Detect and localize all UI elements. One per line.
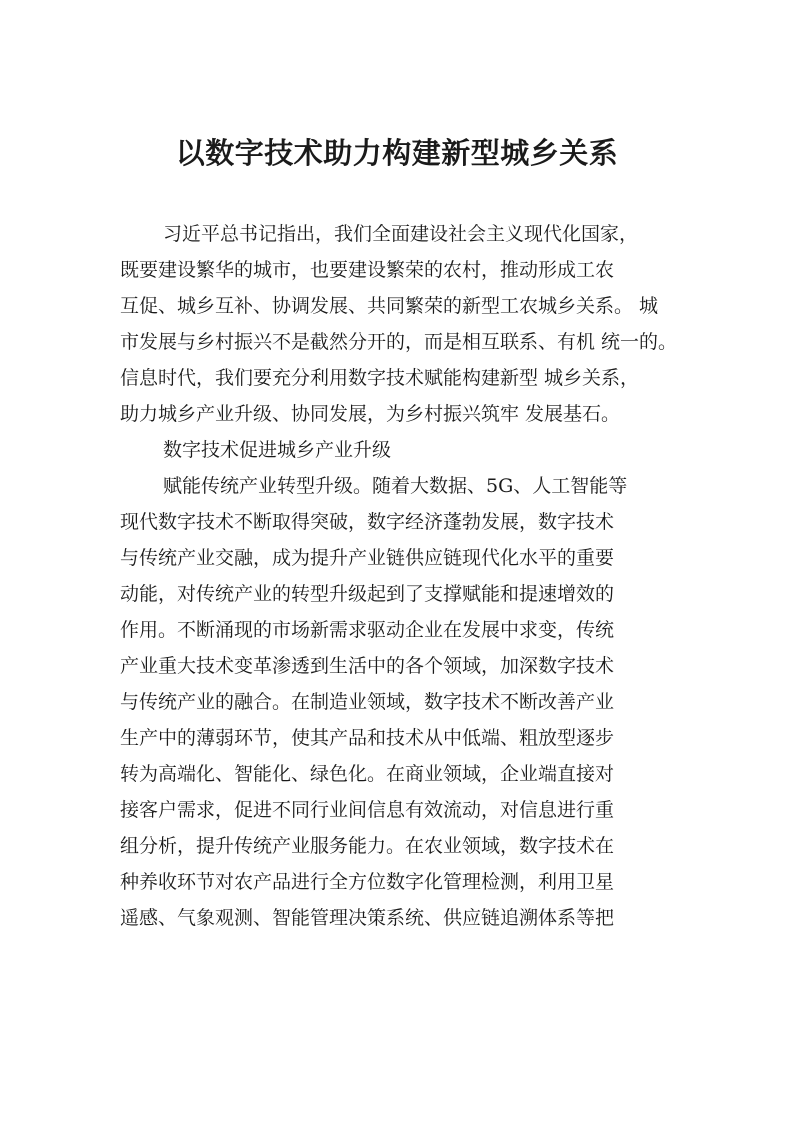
paragraph-line: 动能，对传统产业的转型升级起到了支撑赋能和提速增效的 <box>120 583 615 605</box>
document-body <box>120 216 720 936</box>
paragraph-line: 既要建设繁华的城市，也要建设繁荣的农村，推动形成工农 <box>120 259 615 281</box>
document-title: 以数字技术助力构建新型城乡关系 <box>175 136 619 170</box>
paragraph-line: 助力城乡产业升级、协同发展，为乡村振兴筑牢 发展基石。 <box>120 403 621 425</box>
paragraph-line: 现代数字技术不断取得突破，数字经济蓬勃发展，数字技术 <box>120 511 615 533</box>
paragraph-line: 转为高端化、智能化、绿色化。在商业领域，企业端直接对 <box>120 763 615 785</box>
paragraph-line: 与传统产业的融合。在制造业领域，数字技术不断改善产业 <box>120 691 615 713</box>
paragraph-line: 与传统产业交融，成为提升产业链供应链现代化水平的重要 <box>120 547 615 569</box>
paragraph-line: 赋能传统产业转型升级。随着大数据、5G、人工智能等 <box>163 475 628 497</box>
paragraph-line: 生产中的薄弱环节，使其产品和技术从中低端、粗放型逐步 <box>120 727 615 749</box>
paragraph-line: 作用。不断涌现的市场新需求驱动企业在发展中求变，传统 <box>120 619 615 641</box>
paragraph-line: 习近平总书记指出，我们全面建设社会主义现代化国家， <box>163 223 639 245</box>
paragraph-line: 市发展与乡村振兴不是截然分开的，而是相互联系、有机 统一的。 <box>120 331 678 353</box>
paragraph-line: 接客户需求，促进不同行业间信息有效流动，对信息进行重 <box>120 799 615 821</box>
paragraph-line: 遥感、气象观测、智能管理决策系统、供应链追溯体系等把 <box>120 907 615 929</box>
paragraph-line: 信息时代，我们要充分利用数字技术赋能构建新型 城乡关系， <box>120 367 640 389</box>
paragraph-line: 产业重大技术变革渗透到生活中的各个领域，加深数字技术 <box>120 655 615 677</box>
paragraph-line: 种养收环节对农产品进行全方位数字化管理检测，利用卫星 <box>120 871 615 893</box>
paragraph-line: 互促、城乡互补、协调发展、共同繁荣的新型工农城乡关系。 城 <box>120 295 659 317</box>
paragraph-line: 组分析，提升传统产业服务能力。在农业领域，数字技术在 <box>120 835 615 857</box>
section-heading: 数字技术促进城乡产业升级 <box>163 439 392 461</box>
